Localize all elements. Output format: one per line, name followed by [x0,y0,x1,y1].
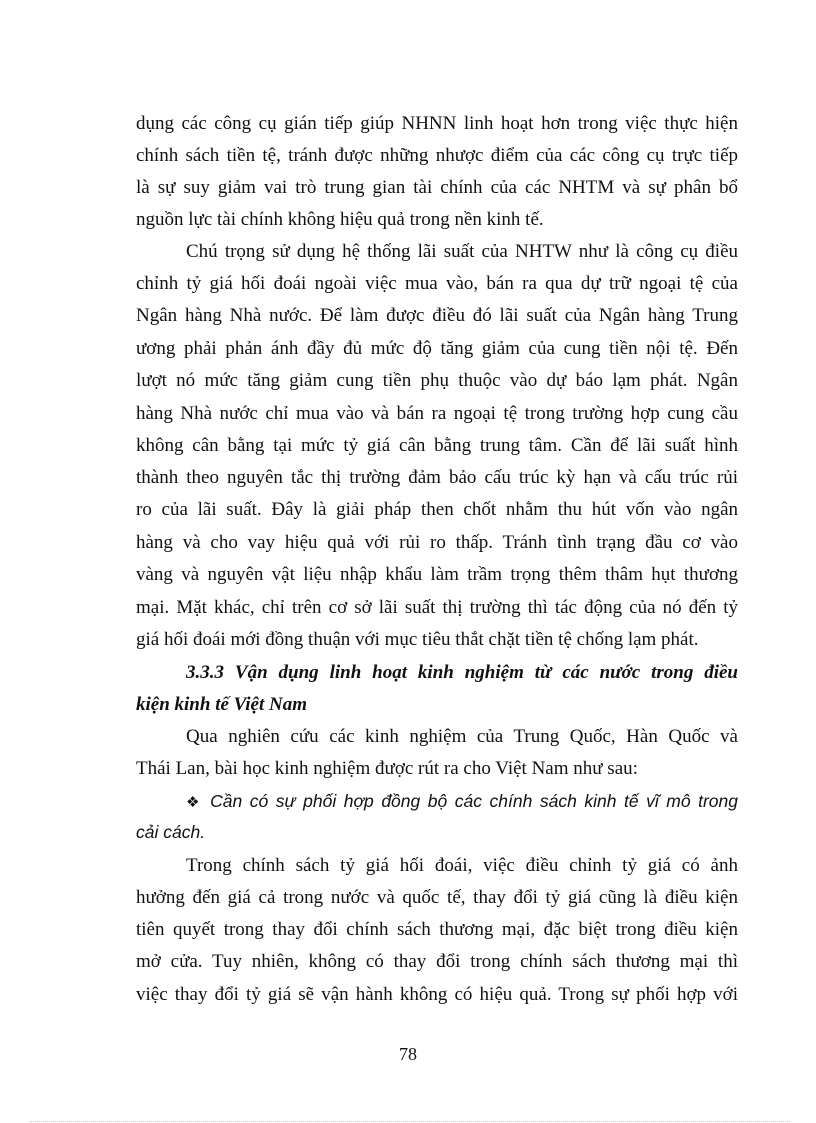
text-line: giá hối đoái mới đồng thuận với mục tiêu thắt chặt tiền tệ chống lạm phát. [136,629,699,650]
text-line: vàng và nguyên vật liệu nhập khẩu làm trầm trọng thêm thâm hụt thương [136,564,738,585]
text-line: Chú trọng sử dụng hệ thống lãi suất của NHTW như là công cụ điều [186,241,738,262]
bullet-text: Cần có sự phối hợp đồng bộ các chính sách kinh tế vĩ mô trong [210,791,738,811]
bullet-line [186,785,738,817]
page-number: 78 [399,1044,417,1064]
text-line: chính sách tiền tệ, tránh được những nhược điểm của các công cụ trực tiếp [136,145,738,166]
page-bottom-divider [30,1121,790,1122]
text-line: Ngân hàng Nhà nước. Để làm được điều đó lãi suất của Ngân hàng Trung [136,305,738,326]
diamond-bullet-icon: ❖ [186,794,203,811]
text-line: mở cửa. Tuy nhiên, không có thay đổi trong chính sách thương mại thì [136,951,738,972]
heading-line: 3.3.3 Vận dụng linh hoạt kinh nghiệm từ các nước trong điều [186,662,738,683]
text-line: ro của lãi suất. Đây là giải pháp then chốt nhằm thu hút vốn vào ngân [136,499,738,520]
text-line: dụng các công cụ gián tiếp giúp NHNN linh hoạt hơn trong việc thực hiện [136,113,738,134]
heading-line: kiện kinh tế Việt Nam [136,694,308,715]
text-line: Qua nghiên cứu các kinh nghiệm của Trung Quốc, Hàn Quốc và [186,726,738,747]
text-line: lượt nó mức tăng giảm cung tiền phụ thuộc vào dự báo lạm phát. Ngân [136,370,738,391]
text-line: Thái Lan, bài học kinh nghiệm được rút ra cho Việt Nam như sau: [136,758,638,779]
text-line: nguồn lực tài chính không hiệu quả trong nền kinh tế. [136,209,544,230]
text-line: chỉnh tỷ giá hối đoái ngoài việc mua vào, bán ra qua dự trữ ngoại tệ của [136,273,738,294]
text-line: thành theo nguyên tắc thị trường đảm bảo cấu trúc kỳ hạn và cấu trúc rủi [136,467,738,488]
text-line: tiên quyết trong thay đổi chính sách thương mại, đặc biệt trong điều kiện [136,919,738,940]
bullet-line: cải cách. [136,822,206,842]
text-line: mại. Mặt khác, chỉ trên cơ sở lãi suất thị trường thì tác động của nó đến tỷ [136,597,738,618]
text-line: Trong chính sách tỷ giá hối đoái, việc điều chỉnh tỷ giá có ảnh [186,855,738,876]
text-line: hàng Nhà nước chỉ mua vào và bán ra ngoại tệ trong trường hợp cung cầu [136,403,738,424]
text-line: hàng và cho vay hiệu quả với rủi ro thấp. Tránh tình trạng đầu cơ vào [136,532,738,553]
text-line: việc thay đổi tỷ giá sẽ vận hành không có hiệu quả. Trong sự phối hợp với [136,984,738,1005]
text-line: ương phải phản ánh đầy đủ mức độ tăng giảm của cung tiền nội tệ. Đến [136,338,738,359]
text-line: không cân bằng tại mức tỷ giá cân bằng trung tâm. Cần để lãi suất hình [136,435,738,456]
text-line: là sự suy giảm vai trò trung gian tài chính của các NHTM và sự phân bổ [136,177,738,198]
text-line: hưởng đến giá cả trong nước và quốc tế, thay đổi tỷ giá cũng là điều kiện [136,887,738,908]
